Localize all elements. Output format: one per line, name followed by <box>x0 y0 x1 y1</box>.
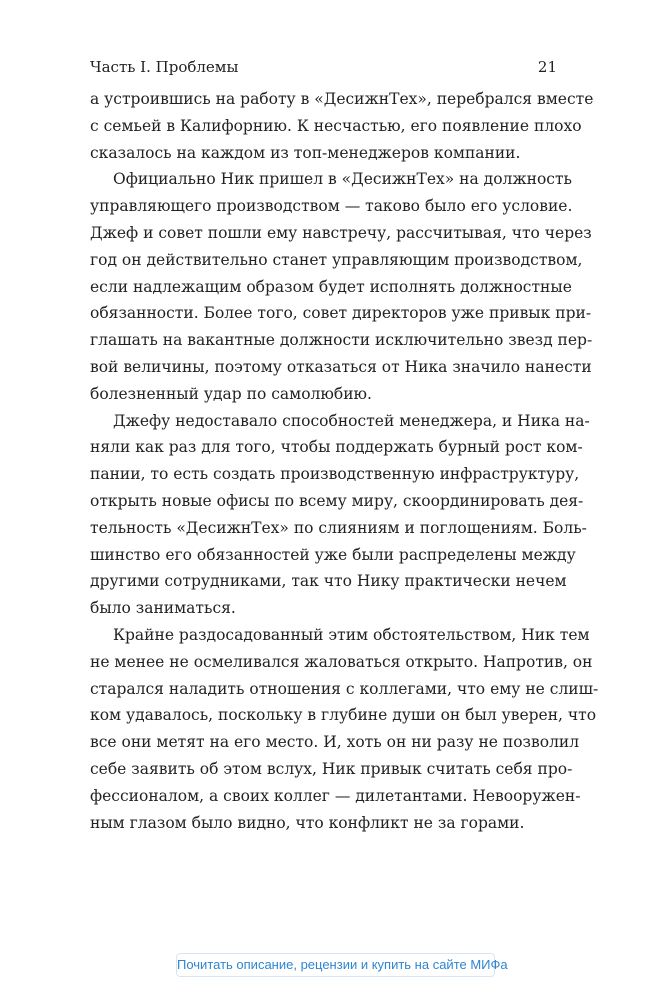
text-line: не менее не осмеливался жаловаться открыто. Напротив, он <box>90 652 593 671</box>
text-line: другими сотрудниками, так что Нику практически нечем <box>90 572 567 591</box>
shop-link[interactable]: Почитать описание, рецензии и купить на сайте МИФа <box>176 953 495 977</box>
text-line: открыть новые офисы по всему миру, скоординировать дея- <box>90 491 584 510</box>
paragraph <box>90 622 599 836</box>
text-line: Официально Ник пришел в «ДесижнТех» на должность <box>113 170 572 189</box>
text-line: пании, то есть создать производственную инфраструктуру, <box>90 465 580 484</box>
page-number: 21 <box>537 58 557 76</box>
text-line: Джеф и совет пошли ему навстречу, рассчитывая, что через <box>90 223 592 242</box>
text-line: ным глазом было видно, что конфликт не за горами. <box>90 813 525 832</box>
text-line: если надлежащим образом будет исполнять должностные <box>90 277 572 296</box>
section-title: Часть I. Проблемы <box>90 58 239 76</box>
paragraph <box>90 408 590 622</box>
paragraph <box>90 166 593 407</box>
running-head <box>90 58 557 82</box>
text-line: глашать на вакантные должности исключительно звезд пер- <box>90 331 593 350</box>
text-line: себе заявить об этом вслух, Ник привык считать себя про- <box>90 759 573 778</box>
body-text <box>90 86 599 836</box>
text-line: вой величины, поэтому отказаться от Ника значило нанести <box>90 357 592 376</box>
text-line: управляющего производством — таково было его условие. <box>90 197 573 216</box>
text-line: ком удавалось, поскольку в глубине души он был уверен, что <box>90 706 597 725</box>
text-line: болезненный удар по самолюбию. <box>90 384 372 403</box>
text-line: а устроившись на работу в «ДесижнТех», перебрался вместе <box>90 90 594 108</box>
text-line: с семьей в Калифорнию. К несчастью, его появление плохо <box>90 116 582 135</box>
text-line: тельность «ДесижнТех» по слияниям и поглощениям. Боль- <box>90 518 587 537</box>
paragraph <box>90 86 594 166</box>
text-line: няли как раз для того, чтобы поддержать бурный рост ком- <box>90 438 583 457</box>
text-line: сказалось на каждом из топ-менеджеров компании. <box>90 143 521 162</box>
text-line: Крайне раздосадованный этим обстоятельством, Ник тем <box>113 625 590 644</box>
text-line: фессионалом, а своих коллег — дилетантами. Невооружен- <box>90 786 581 805</box>
text-line: шинство его обязанностей уже были распределены между <box>90 545 576 564</box>
text-line: старался наладить отношения с коллегами, что ему не слиш- <box>90 679 599 698</box>
text-line: Джефу недоставало способностей менеджера, и Ника на- <box>113 411 590 430</box>
text-line: все они метят на его место. И, хоть он ни разу не позволил <box>90 733 580 752</box>
text-line: было заниматься. <box>90 599 236 618</box>
text-line: обязанности. Более того, совет директоров уже привык при- <box>90 304 592 323</box>
text-line: год он действительно станет управляющим производством, <box>90 250 583 269</box>
